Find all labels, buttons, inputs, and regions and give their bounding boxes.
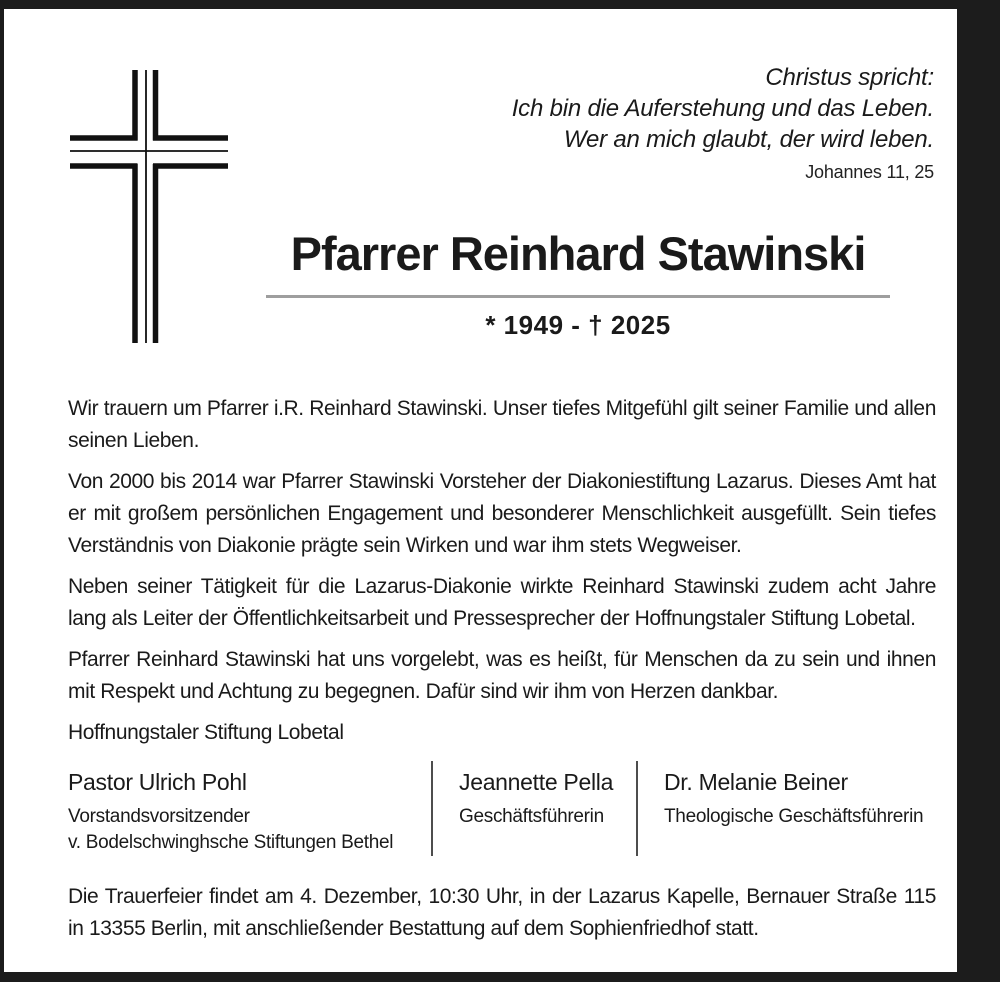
signatory-name: Pastor Ulrich Pohl [68, 769, 247, 795]
signatory-role: Geschäftsführerin [459, 806, 604, 827]
paragraph-tribute: Pfarrer Reinhard Stawinski hat uns vorgelebt, was es heißt, für Menschen da zu sein und ihnen mit Respekt und Achtung zu begegnen. Dafür sind wir ihm von Herzen dankbar. [68, 648, 936, 703]
funeral-information: Die Trauerfeier findet am 4. Dezember, 10:30 Uhr, in der Lazarus Kapelle, Bernauer Straße 115 in 13355 Berlin, mit anschließender Bestattung auf dem Sophienfriedhof statt. [68, 885, 936, 940]
divider-rule [266, 295, 890, 298]
signatory-name: Jeannette Pella [459, 769, 614, 795]
quote-line-3: Wer an mich glaubt, der wird leben. [563, 126, 934, 153]
signatory-jeannette-pella [433, 761, 636, 856]
signatory-org: v. Bodelschwinghsche Stiftungen Bethel [68, 832, 394, 853]
signatory-name: Dr. Melanie Beiner [664, 769, 848, 795]
deceased-header [266, 227, 890, 341]
paragraph-career-lobetal: Neben seiner Tätigkeit für die Lazarus-Diakonie wirkte Reinhard Stawinski zudem acht Jahre lang als Leiter der Öffentlichkeitsarbeit und Pressesprecher der Hoffnungstaler Stiftung Lobetal. [68, 575, 936, 630]
quote-source: Johannes 11, 25 [805, 162, 934, 182]
signatory-role: Vorstandsvorsitzender [68, 806, 250, 827]
organization-signature: Hoffnungstaler Stiftung Lobetal [68, 721, 344, 744]
signatory-role: Theologische Geschäftsführerin [664, 806, 924, 827]
scripture-quote [512, 62, 934, 185]
obituary-body [68, 393, 936, 954]
obituary-page [4, 9, 957, 972]
life-dates: * 1949 - † 2025 [485, 310, 671, 340]
signatory-ulrich-pohl [68, 761, 431, 856]
quote-line-2: Ich bin die Auferstehung und das Leben. [511, 95, 934, 122]
signatory-melanie-beiner [638, 761, 936, 856]
christian-cross-icon [70, 67, 230, 345]
paragraph-career-lazarus: Von 2000 bis 2014 war Pfarrer Stawinski Vorsteher der Diakoniestiftung Lazarus. Dieses Amt hat er mit großem persönlichen Engagement und besonderer Menschlichkeit ausgefüllt. Sein tiefes Verständnis von Diakonie prägte sein Wirken und war ihm stets Wegweiser. [68, 470, 936, 557]
paragraph-mourning: Wir trauern um Pfarrer i.R. Reinhard Stawinski. Unser tiefes Mitgefühl gilt seiner Familie und allen seinen Lieben. [68, 397, 936, 452]
quote-line-1: Christus spricht: [765, 64, 934, 91]
signatories-row [68, 761, 936, 856]
deceased-name: Pfarrer Reinhard Stawinski [290, 227, 866, 280]
